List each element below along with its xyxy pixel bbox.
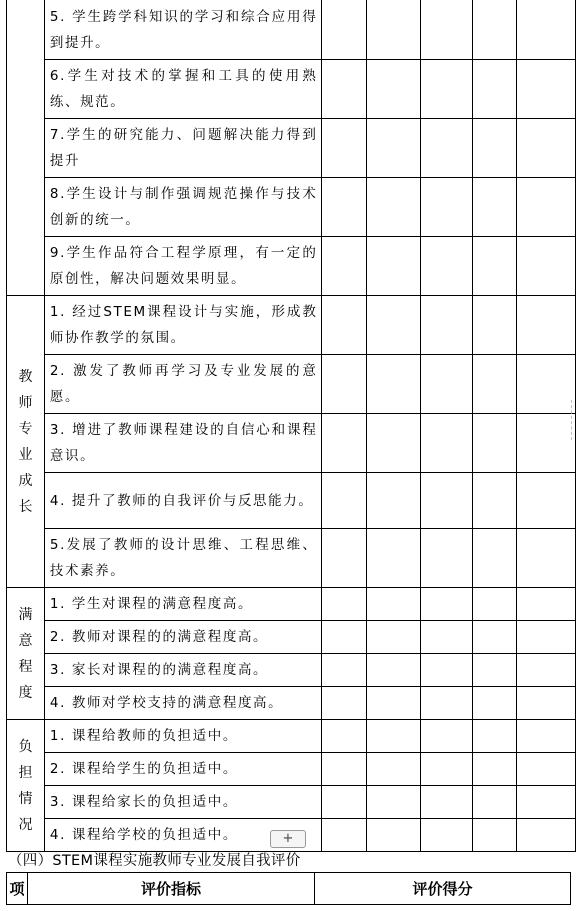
score-cell-4[interactable] [472, 687, 517, 720]
add-row-button[interactable]: + [270, 830, 306, 848]
indicator-cell: 3. 增进了教师课程建设的自信心和课程意识。 [44, 414, 322, 473]
table-header-row [7, 873, 571, 905]
indicator-cell: 9.学生作品符合工程学原理，有一定的原创性，解决问题效果明显。 [44, 237, 322, 296]
score-cell-2[interactable] [367, 355, 421, 414]
indicator-cell: 5.发展了教师的设计思维、工程思维、技术素养。 [44, 529, 322, 588]
table-row [7, 60, 576, 119]
table-row [7, 753, 576, 786]
score-cell-2[interactable] [367, 296, 421, 355]
score-cell-1[interactable] [322, 654, 367, 687]
score-cell-2[interactable] [367, 654, 421, 687]
score-cell-1[interactable] [322, 753, 367, 786]
score-cell-4[interactable] [472, 473, 517, 529]
score-cell-4[interactable] [472, 786, 517, 819]
table-row [7, 473, 576, 529]
score-cell-1[interactable] [322, 60, 367, 119]
score-cell-4[interactable] [472, 621, 517, 654]
category-cell [7, 720, 45, 852]
score-cell-5[interactable] [517, 414, 576, 473]
score-cell-2[interactable] [367, 119, 421, 178]
table-row [7, 529, 576, 588]
score-cell-2[interactable] [367, 60, 421, 119]
score-cell-2[interactable] [367, 237, 421, 296]
category-cell [7, 588, 45, 720]
indicator-cell: 7.学生的研究能力、问题解决能力得到提升 [44, 119, 322, 178]
indicator-cell: 1. 经过STEM课程设计与实施，形成教师协作教学的氛围。 [44, 296, 322, 355]
indicator-cell: 4. 教师对学校支持的满意程度高。 [44, 687, 322, 720]
indicator-cell: 1. 课程给教师的负担适中。 [44, 720, 322, 753]
score-cell-5[interactable] [517, 687, 576, 720]
score-cell-2[interactable] [367, 529, 421, 588]
score-cell-3[interactable] [420, 119, 472, 178]
score-cell-2[interactable] [367, 720, 421, 753]
score-cell-2[interactable] [367, 687, 421, 720]
score-cell-4[interactable] [472, 355, 517, 414]
score-cell-4[interactable] [472, 0, 517, 60]
score-cell-3[interactable] [420, 0, 472, 60]
score-cell-3[interactable] [420, 355, 472, 414]
score-cell-2[interactable] [367, 178, 421, 237]
score-cell-4[interactable] [472, 529, 517, 588]
score-cell-1[interactable] [322, 296, 367, 355]
indicator-cell: 4. 课程给学校的负担适中。 [44, 819, 322, 852]
score-cell-5[interactable] [517, 753, 576, 786]
score-cell-4[interactable] [472, 753, 517, 786]
score-cell-4[interactable] [472, 654, 517, 687]
score-cell-3[interactable] [420, 786, 472, 819]
score-cell-3[interactable] [420, 687, 472, 720]
table-row [7, 588, 576, 621]
score-cell-3[interactable] [420, 753, 472, 786]
score-cell-1[interactable] [322, 355, 367, 414]
score-cell-2[interactable] [367, 588, 421, 621]
page-edge-marker [571, 400, 576, 440]
score-cell-5[interactable] [517, 296, 576, 355]
table-row [7, 786, 576, 819]
header-item: 项 [7, 873, 28, 905]
score-cell-1[interactable] [322, 0, 367, 60]
indicator-cell: 2. 激发了教师再学习及专业发展的意愿。 [44, 355, 322, 414]
score-cell-3[interactable] [420, 296, 472, 355]
self-evaluation-table [6, 872, 571, 905]
score-cell-5[interactable] [517, 237, 576, 296]
score-cell-2[interactable] [367, 473, 421, 529]
indicator-cell: 1. 学生对课程的满意程度高。 [44, 588, 322, 621]
score-cell-3[interactable] [420, 178, 472, 237]
score-cell-3[interactable] [420, 529, 472, 588]
score-cell-1[interactable] [322, 819, 367, 852]
score-cell-3[interactable] [420, 720, 472, 753]
score-cell-5[interactable] [517, 654, 576, 687]
header-score: 评价得分 [315, 873, 571, 905]
score-cell-4[interactable] [472, 819, 517, 852]
score-cell-5[interactable] [517, 819, 576, 852]
score-cell-1[interactable] [322, 529, 367, 588]
indicator-cell: 8.学生设计与制作强调规范操作与技术创新的统一。 [44, 178, 322, 237]
table-row [7, 0, 576, 60]
score-cell-3[interactable] [420, 473, 472, 529]
table-row [7, 414, 576, 473]
score-cell-3[interactable] [420, 621, 472, 654]
score-cell-4[interactable] [472, 720, 517, 753]
score-cell-2[interactable] [367, 0, 421, 60]
score-cell-2[interactable] [367, 414, 421, 473]
category-cell [7, 296, 45, 588]
evaluation-table [6, 0, 576, 852]
score-cell-5[interactable] [517, 786, 576, 819]
score-cell-5[interactable] [517, 0, 576, 60]
score-cell-3[interactable] [420, 414, 472, 473]
table-row [7, 119, 576, 178]
category-label: 教师专业成长 [18, 368, 33, 515]
score-cell-1[interactable] [322, 720, 367, 753]
score-cell-1[interactable] [322, 621, 367, 654]
score-cell-5[interactable] [517, 621, 576, 654]
score-cell-3[interactable] [420, 819, 472, 852]
score-cell-4[interactable] [472, 296, 517, 355]
score-cell-5[interactable] [517, 60, 576, 119]
score-cell-4[interactable] [472, 588, 517, 621]
score-cell-1[interactable] [322, 473, 367, 529]
score-cell-2[interactable] [367, 819, 421, 852]
indicator-cell: 5. 学生跨学科知识的学习和综合应用得到提升。 [44, 0, 322, 60]
table-row [7, 237, 576, 296]
score-cell-4[interactable] [472, 414, 517, 473]
score-cell-5[interactable] [517, 178, 576, 237]
indicator-cell: 6.学生对技术的掌握和工具的使用熟练、规范。 [44, 60, 322, 119]
score-cell-1[interactable] [322, 237, 367, 296]
score-cell-2[interactable] [367, 753, 421, 786]
indicator-cell: 4. 提升了教师的自我评价与反思能力。 [44, 473, 322, 529]
section-heading: （四）STEM课程实施教师专业发展自我评价 [8, 853, 301, 869]
score-cell-3[interactable] [420, 588, 472, 621]
table-row [7, 687, 576, 720]
header-indicator: 评价指标 [28, 873, 315, 905]
score-cell-1[interactable] [322, 687, 367, 720]
score-cell-3[interactable] [420, 60, 472, 119]
indicator-cell: 2. 课程给学生的负担适中。 [44, 753, 322, 786]
score-cell-3[interactable] [420, 654, 472, 687]
score-cell-1[interactable] [322, 119, 367, 178]
score-cell-4[interactable] [472, 60, 517, 119]
category-label: 负担情况 [18, 738, 33, 833]
table-row [7, 178, 576, 237]
table-row [7, 355, 576, 414]
score-cell-2[interactable] [367, 786, 421, 819]
score-cell-5[interactable] [517, 720, 576, 753]
category-label: 满意程度 [18, 606, 33, 701]
score-cell-1[interactable] [322, 588, 367, 621]
score-cell-3[interactable] [420, 237, 472, 296]
score-cell-5[interactable] [517, 529, 576, 588]
score-cell-5[interactable] [517, 588, 576, 621]
score-cell-4[interactable] [472, 237, 517, 296]
indicator-cell: 2. 教师对课程的的满意程度高。 [44, 621, 322, 654]
score-cell-5[interactable] [517, 119, 576, 178]
table-row [7, 654, 576, 687]
score-cell-1[interactable] [322, 178, 367, 237]
indicator-cell: 3. 家长对课程的的满意程度高。 [44, 654, 322, 687]
table-row [7, 621, 576, 654]
score-cell-5[interactable] [517, 473, 576, 529]
category-cell [7, 0, 45, 296]
score-cell-5[interactable] [517, 355, 576, 414]
table-row [7, 296, 576, 355]
score-cell-4[interactable] [472, 119, 517, 178]
table-row [7, 720, 576, 753]
score-cell-4[interactable] [472, 178, 517, 237]
indicator-cell: 3. 课程给家长的负担适中。 [44, 786, 322, 819]
evaluation-table-body [7, 0, 576, 852]
score-cell-2[interactable] [367, 621, 421, 654]
score-cell-1[interactable] [322, 786, 367, 819]
score-cell-1[interactable] [322, 414, 367, 473]
